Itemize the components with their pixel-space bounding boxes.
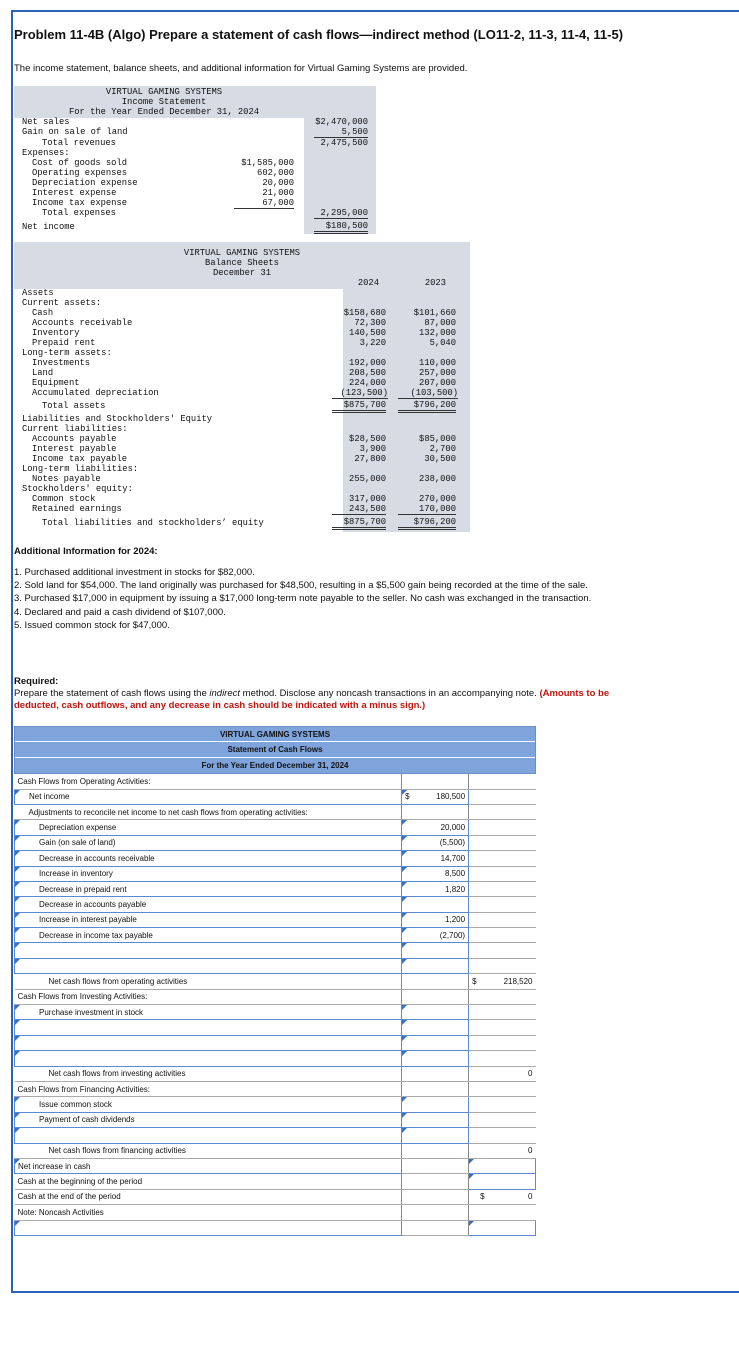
bs-value: 72,300 xyxy=(354,318,386,328)
required-label: Required: xyxy=(14,676,59,687)
bs-label: Prepaid rent xyxy=(32,338,96,348)
list-item: 4. Declared and paid a cash dividend of $107,000. xyxy=(14,606,226,618)
is-value: 21,000 xyxy=(262,188,294,198)
op-row-amount-empty[interactable] xyxy=(402,943,469,958)
bs-label: Cash xyxy=(32,308,54,318)
op-row-label[interactable]: Decrease in accounts payable xyxy=(15,897,402,912)
op-row-amount-empty[interactable] xyxy=(402,958,469,973)
cash-begin-amount[interactable] xyxy=(469,1174,536,1189)
bs-value: 257,000 xyxy=(419,368,456,378)
bs-value: 255,000 xyxy=(349,474,386,484)
additional-list xyxy=(14,567,644,633)
list-item: 1. Purchased additional investment in stocks for $82,000. xyxy=(14,567,255,578)
is-label: Gain on sale of land xyxy=(22,127,128,137)
scf-title: Statement of Cash Flows xyxy=(15,742,535,757)
fin-heading: Cash Flows from Financing Activities: xyxy=(15,1081,402,1096)
bs-value: $875,700 xyxy=(332,517,386,530)
op-row-amount[interactable]: 14,700 xyxy=(402,851,469,866)
bs-label: Notes payable xyxy=(32,474,101,484)
op-row-amount[interactable]: 8,500 xyxy=(402,866,469,881)
net-income-amount[interactable] xyxy=(402,789,469,804)
bs-label: Income tax payable xyxy=(32,454,128,464)
required-instructions: (Amounts to be deducted, cash outflows, and any decrease in cash should be indicated with a minus sign.) xyxy=(14,688,610,711)
net-fin-label: Net cash flows from financing activities xyxy=(15,1143,402,1158)
list-item: 3. Purchased $17,000 in equipment by issuing a $17,000 long-term note payable to the seller. No cash was exchanged in the transaction. xyxy=(14,593,592,605)
bs-value: $796,200 xyxy=(398,400,456,413)
is-label: Operating expenses xyxy=(32,168,128,178)
amount-value: 0 xyxy=(528,1192,533,1202)
required-text-a: Prepare the statement of cash flows using the xyxy=(14,688,210,699)
net-income-label[interactable]: Net income xyxy=(15,789,402,804)
op-row-label[interactable]: Increase in interest payable xyxy=(15,912,402,927)
bs-value: 208,500 xyxy=(349,368,386,378)
is-label: Total expenses xyxy=(42,208,116,218)
is-label: Total revenues xyxy=(42,138,116,148)
scf-company: VIRTUAL GAMING SYSTEMS xyxy=(15,727,535,742)
cash-begin-label: Cash at the beginning of the period xyxy=(15,1174,402,1189)
cash-flow-statement xyxy=(14,726,536,1236)
bs-value: 317,000 xyxy=(349,494,386,504)
noncash-note-amount[interactable] xyxy=(469,1220,536,1235)
cash-end-label: Cash at the end of the period xyxy=(15,1189,402,1204)
inv-row-label-empty[interactable] xyxy=(15,1020,402,1035)
bs-value: 2,700 xyxy=(429,444,456,454)
bs-value: 224,000 xyxy=(349,378,386,388)
op-row-amount[interactable] xyxy=(402,897,469,912)
bs-title: Balance Sheets xyxy=(205,258,279,268)
bs-label: Investments xyxy=(32,358,91,368)
bs-label: Total assets xyxy=(42,401,106,411)
op-heading: Cash Flows from Operating Activities: xyxy=(15,774,402,789)
bs-value: 140,500 xyxy=(349,328,386,338)
inv-row-label-empty[interactable] xyxy=(15,1035,402,1050)
bs-value: $101,660 xyxy=(413,308,456,318)
scf-period: For the Year Ended December 31, 2024 xyxy=(201,760,349,770)
net-increase-label[interactable]: Net increase in cash xyxy=(15,1158,402,1173)
is-label: Depreciation expense xyxy=(32,178,138,188)
bs-value: 207,000 xyxy=(419,378,456,388)
inv-row-amount[interactable] xyxy=(402,1005,469,1020)
net-inv-amount: 0 xyxy=(469,1066,536,1081)
required-section xyxy=(14,676,654,712)
op-row-label[interactable]: Increase in inventory xyxy=(15,866,402,881)
is-label: Income tax expense xyxy=(32,198,128,208)
balance-sheet xyxy=(14,242,470,532)
is-value: 2,295,000 xyxy=(314,208,368,219)
fin-row-amount[interactable] xyxy=(402,1097,469,1112)
additional-heading: Additional Information for 2024: xyxy=(14,546,158,557)
bs-label: Interest payable xyxy=(32,444,117,454)
list-item: 5. Issued common stock for $47,000. xyxy=(14,619,170,631)
bs-value: 238,000 xyxy=(419,474,456,484)
bs-value: 3,900 xyxy=(359,444,386,454)
bs-label: Total liabilities and stockholders’ equity xyxy=(42,518,264,528)
is-label: Cost of goods sold xyxy=(32,158,128,168)
bs-value: $875,700 xyxy=(332,400,386,413)
noncash-note-label: Note: Noncash Activities xyxy=(15,1205,402,1220)
is-label: Interest expense xyxy=(32,188,117,198)
intro-text: The income statement, balance sheets, and additional information for Virtual Gaming Systems are provided. xyxy=(14,63,468,74)
required-text xyxy=(14,688,654,712)
is-value: $180,500 xyxy=(314,221,368,234)
net-fin-amount: 0 xyxy=(469,1143,536,1158)
bs-label: Assets xyxy=(22,288,54,298)
is-value: 2,475,500 xyxy=(320,138,368,148)
op-row-amount[interactable]: 20,000 xyxy=(402,820,469,835)
bs-label: Long-term assets: xyxy=(22,348,112,358)
income-statement xyxy=(14,86,376,234)
op-row-amount[interactable]: 1,820 xyxy=(402,881,469,896)
bs-label: Accounts payable xyxy=(32,434,117,444)
bs-value: 27,800 xyxy=(354,454,386,464)
bs-label: Retained earnings xyxy=(32,504,122,514)
fin-row-label[interactable]: Payment of cash dividends xyxy=(15,1112,402,1127)
op-row-label[interactable]: Depreciation expense xyxy=(15,820,402,835)
inv-row-amount-empty[interactable] xyxy=(402,1020,469,1035)
op-row-label[interactable]: Decrease in prepaid rent xyxy=(15,881,402,896)
amount-value: 180,500 xyxy=(436,792,466,802)
op-row-amount[interactable]: (2,700) xyxy=(402,928,469,943)
is-value: $1,585,000 xyxy=(241,158,294,168)
bs-value: $158,680 xyxy=(343,308,386,318)
is-value: 67,000 xyxy=(234,198,294,209)
bs-value: $796,200 xyxy=(398,517,456,530)
inv-row-amount-empty[interactable] xyxy=(402,1035,469,1050)
is-label: Net income xyxy=(22,222,75,232)
is-label: Net sales xyxy=(22,117,70,127)
bs-label: Current assets: xyxy=(22,298,102,308)
noncash-note-input[interactable] xyxy=(15,1220,402,1235)
bs-label: Long-term liabilities: xyxy=(22,464,139,474)
op-row-amount[interactable]: (5,500) xyxy=(402,835,469,850)
bs-value: 132,000 xyxy=(419,328,456,338)
op-row-label[interactable]: Decrease in income tax payable xyxy=(15,928,402,943)
inv-row-label[interactable]: Purchase investment in stock xyxy=(15,1005,402,1020)
is-value: $2,470,000 xyxy=(315,117,368,127)
inv-row-label-empty[interactable] xyxy=(15,1051,402,1066)
is-value: 20,000 xyxy=(262,178,294,188)
bs-date: December 31 xyxy=(212,268,272,278)
bs-value: $28,500 xyxy=(349,434,386,444)
required-text-em: indirect xyxy=(209,688,241,699)
bs-value: 3,220 xyxy=(359,338,386,348)
is-value: 602,000 xyxy=(257,168,294,178)
required-text-b: method. Disclose any noncash transactions in an accompanying note. xyxy=(240,688,540,699)
currency-symbol: $ xyxy=(472,976,477,986)
op-row-label[interactable]: Gain (on sale of land) xyxy=(15,835,402,850)
bs-year-2024: 2024 xyxy=(357,278,379,288)
bs-value: 170,000 xyxy=(398,504,456,515)
inv-heading: Cash Flows from Investing Activities: xyxy=(15,989,402,1004)
is-period: For the Year Ended December 31, 2024 xyxy=(68,107,260,117)
bs-label: Equipment xyxy=(32,378,80,388)
op-row-amount[interactable]: 1,200 xyxy=(402,912,469,927)
fin-row-label-empty[interactable] xyxy=(15,1128,402,1143)
bs-value: 243,500 xyxy=(332,504,386,515)
bs-value: 5,040 xyxy=(429,338,456,348)
bs-label: Land xyxy=(32,368,54,378)
is-value: 5,500 xyxy=(314,127,368,138)
is-company: VIRTUAL GAMING SYSTEMS xyxy=(105,87,223,97)
currency-symbol: $ xyxy=(480,1192,485,1202)
bs-label: Liabilities and Stockholders' Equity xyxy=(22,414,213,424)
bs-label: Current liabilities: xyxy=(22,424,128,434)
bs-value: $85,000 xyxy=(419,434,456,444)
inv-row-amount-empty[interactable] xyxy=(402,1051,469,1066)
list-item: 2. Sold land for $54,000. The land originally was purchased for $48,500, resulting in a $5,500 gain being recorded at the time of the sale. xyxy=(14,580,588,592)
bs-label: Accumulated depreciation xyxy=(32,388,159,398)
net-inv-label: Net cash flows from investing activities xyxy=(15,1066,402,1081)
adjustments-label: Adjustments to reconcile net income to net cash flows from operating activities: xyxy=(15,804,402,819)
bs-label: Accounts receivable xyxy=(32,318,133,328)
bs-value: 87,000 xyxy=(424,318,456,328)
fin-row-amount[interactable] xyxy=(402,1112,469,1127)
bs-value: (103,500) xyxy=(398,388,458,399)
op-row-label-empty[interactable] xyxy=(15,943,402,958)
net-op-amount xyxy=(469,974,536,989)
bs-value: 30,500 xyxy=(424,454,456,464)
bs-label: Inventory xyxy=(32,328,80,338)
op-row-label-empty[interactable] xyxy=(15,958,402,973)
bs-value: 110,000 xyxy=(419,358,456,368)
op-row-label[interactable]: Decrease in accounts receivable xyxy=(15,851,402,866)
bs-value: (123,500) xyxy=(332,388,388,399)
net-op-label: Net cash flows from operating activities xyxy=(15,974,402,989)
is-title: Income Statement xyxy=(121,97,207,107)
is-label: Expenses: xyxy=(22,148,70,158)
amount-value: 218,520 xyxy=(503,976,533,986)
bs-label: Stockholders' equity: xyxy=(22,484,133,494)
problem-title: Problem 11-4B (Algo) Prepare a statement of cash flows—indirect method (LO11-2, 11-3, 11-4, 11-5) xyxy=(14,27,624,42)
currency-symbol: $ xyxy=(405,792,410,802)
bs-value: 192,000 xyxy=(349,358,386,368)
fin-row-label[interactable]: Issue common stock xyxy=(15,1097,402,1112)
cash-end-amount xyxy=(469,1189,536,1204)
bs-company: VIRTUAL GAMING SYSTEMS xyxy=(183,248,301,258)
bs-year-2023: 2023 xyxy=(424,278,446,288)
net-increase-amount[interactable] xyxy=(469,1158,536,1173)
scf-header xyxy=(15,727,536,774)
fin-row-amount-empty[interactable] xyxy=(402,1128,469,1143)
bs-label: Common stock xyxy=(32,494,96,504)
bs-value: 270,000 xyxy=(419,494,456,504)
